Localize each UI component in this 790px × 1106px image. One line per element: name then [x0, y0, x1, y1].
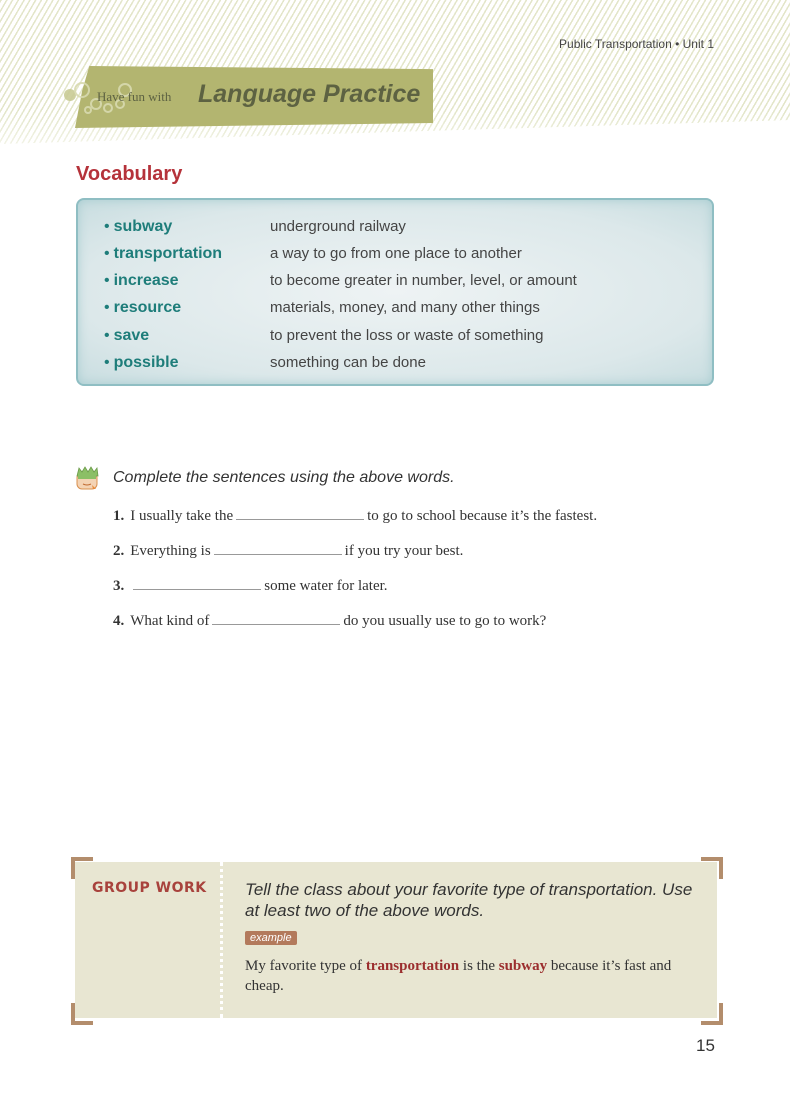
vocab-item: • possible something can be done [104, 353, 426, 371]
vocab-item: • save to prevent the loss or waste of something [104, 326, 544, 344]
question-2: 2. Everything is if you try your best. [113, 543, 464, 559]
group-work-prompt: Tell the class about your favorite type of transportation. Use at least two of the above words. [245, 880, 693, 920]
highlight-word: transportation [365, 958, 460, 974]
vocab-item: • transportation a way to go from one place to another [104, 244, 522, 262]
group-work-label: GROUP WORK [92, 880, 207, 896]
corner-bracket-icon [71, 857, 93, 879]
banner-title: Language Practice [198, 80, 421, 108]
example-answer: My favorite type of transportation is the subway because it’s fast and cheap. [245, 958, 672, 994]
question-3: 3. some water for later. [113, 578, 388, 594]
vocab-definition: something can be done [270, 354, 426, 371]
vocabulary-heading: Vocabulary [76, 163, 183, 185]
vocab-word: resource [113, 298, 182, 316]
answer-blank[interactable] [133, 577, 261, 590]
answer-blank[interactable] [214, 542, 342, 555]
vocab-word: increase [113, 271, 179, 289]
vocab-word: subway [113, 217, 173, 235]
answer-blank[interactable] [212, 612, 340, 625]
vocab-word: save [113, 326, 150, 344]
corner-bracket-icon [701, 857, 723, 879]
vocab-definition: underground railway [270, 218, 406, 235]
banner-subtitle: Have fun with [97, 89, 172, 104]
question-1: 1. I usually take the to go to school because it’s the fastest. [113, 508, 598, 524]
character-head-icon [74, 464, 101, 492]
answer-blank[interactable] [236, 507, 364, 520]
dotted-divider [220, 862, 223, 1018]
vocab-word: transportation [113, 244, 223, 262]
page-number: 15 [696, 1036, 715, 1055]
vocab-item: • subway underground railway [104, 217, 406, 235]
example-tag: example [245, 931, 297, 945]
highlight-word: subway [498, 958, 548, 974]
vocab-definition: materials, money, and many other things [270, 299, 540, 316]
vocab-definition: a way to go from one place to another [270, 245, 522, 262]
question-4: 4. What kind of do you usually use to go to work? [113, 613, 547, 629]
corner-bracket-icon [701, 1003, 723, 1025]
corner-bracket-icon [71, 1003, 93, 1025]
vocab-word: possible [113, 353, 179, 371]
vocab-definition: to become greater in number, level, or amount [270, 272, 577, 289]
exercise-instruction: Complete the sentences using the above words. [113, 469, 455, 486]
vocab-definition: to prevent the loss or waste of something [270, 327, 544, 344]
unit-label: Public Transportation • Unit 1 [559, 37, 714, 51]
vocab-item: • resource materials, money, and many other things [104, 298, 540, 316]
vocab-item: • increase to become greater in number, level, or amount [104, 271, 577, 289]
vocabulary-box [76, 198, 714, 386]
